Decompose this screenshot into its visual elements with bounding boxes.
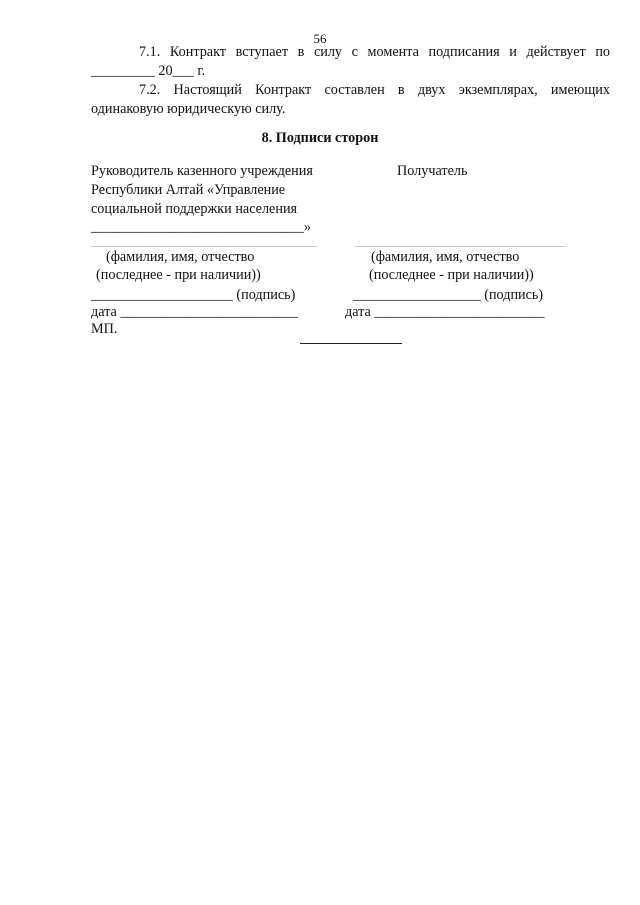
right-fio-line	[355, 246, 566, 247]
right-fio-caption-1: (фамилия, имя, отчество	[371, 249, 520, 265]
page-number: 56	[313, 31, 327, 46]
stamp-place: МП.	[91, 321, 118, 337]
right-date-line: дата ________________________	[345, 304, 545, 320]
left-date-line: дата _________________________	[91, 304, 298, 320]
left-party-line-2: Республики Алтай «Управление	[91, 182, 286, 198]
left-party-name-line: ______________________________»	[91, 219, 311, 235]
left-fio-caption-1: (фамилия, имя, отчество	[106, 249, 255, 265]
left-fio-caption-2: (последнее - при наличии))	[96, 267, 261, 283]
left-party-line-1: Руководитель казенного учреждения	[91, 163, 313, 179]
clause-7-1: 7.1. Контракт вступает в силу с момента подписания и действует по _________ 20___ г.	[91, 44, 610, 79]
section-heading: 8. Подписи сторон	[261, 130, 379, 146]
clause-7-2: 7.2. Настоящий Контракт составлен в двух экземплярах, имеющих одинаковую юридическую силу.	[91, 82, 610, 117]
right-signature-line: __________________ (подпись)	[353, 287, 544, 303]
right-party-title: Получатель	[397, 163, 468, 179]
left-fio-line	[91, 246, 317, 247]
right-fio-caption-2: (последнее - при наличии))	[369, 267, 534, 283]
footer-rule	[300, 343, 402, 344]
left-party-line-3: социальной поддержки населения	[91, 201, 298, 217]
left-signature-line: ____________________ (подпись)	[91, 287, 296, 303]
